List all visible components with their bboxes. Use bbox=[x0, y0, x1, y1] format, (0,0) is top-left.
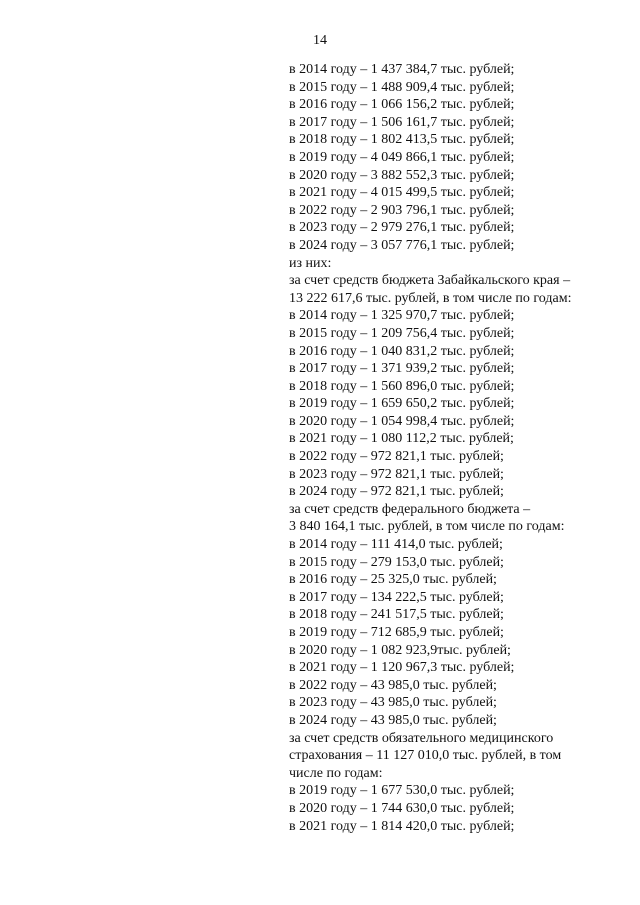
text-line: из них: bbox=[289, 255, 332, 271]
text-line: в 2017 году – 134 222,5 тыс. рублей; bbox=[289, 589, 504, 605]
text-line: в 2018 году – 1 802 413,5 тыс. рублей; bbox=[289, 132, 515, 148]
text-line: в 2022 году – 972 821,1 тыс. рублей; bbox=[289, 449, 504, 465]
text-line: числе по годам: bbox=[289, 765, 383, 781]
text-line: в 2016 году – 1 066 156,2 тыс. рублей; bbox=[289, 97, 515, 113]
text-line: в 2018 году – 1 560 896,0 тыс. рублей; bbox=[289, 378, 515, 394]
text-line: 3 840 164,1 тыс. рублей, в том числе по годам: bbox=[289, 519, 565, 535]
text-line: в 2014 году – 1 437 384,7 тыс. рублей; bbox=[289, 62, 515, 77]
text-line: в 2020 году – 1 082 923,9тыс. рублей; bbox=[289, 642, 511, 658]
text-line: в 2020 году – 1 744 630,0 тыс. рублей; bbox=[289, 800, 515, 816]
text-line: в 2017 году – 1 371 939,2 тыс. рублей; bbox=[289, 361, 515, 377]
text-line: в 2024 году – 972 821,1 тыс. рублей; bbox=[289, 484, 504, 500]
text-line: в 2021 году – 1 080 112,2 тыс. рублей; bbox=[289, 431, 514, 447]
text-line: за счет средств федерального бюджета – bbox=[289, 501, 531, 517]
text-line: за счет средств бюджета Забайкальского края – bbox=[289, 273, 571, 289]
text-line: в 2019 году – 1 677 530,0 тыс. рублей; bbox=[289, 783, 515, 799]
document-text-column bbox=[289, 61, 619, 835]
text-line: в 2023 году – 2 979 276,1 тыс. рублей; bbox=[289, 220, 515, 236]
text-line: страхования – 11 127 010,0 тыс. рублей, в том bbox=[289, 748, 562, 764]
text-line: в 2023 году – 972 821,1 тыс. рублей; bbox=[289, 466, 504, 482]
text-line: в 2015 году – 279 153,0 тыс. рублей; bbox=[289, 554, 504, 570]
text-line: в 2020 году – 3 882 552,3 тыс. рублей; bbox=[289, 167, 515, 183]
text-line: в 2015 году – 1 209 756,4 тыс. рублей; bbox=[289, 325, 515, 341]
text-line: в 2024 году – 43 985,0 тыс. рублей; bbox=[289, 712, 497, 728]
text-line: в 2022 году – 43 985,0 тыс. рублей; bbox=[289, 677, 497, 693]
text-line: в 2014 году – 1 325 970,7 тыс. рублей; bbox=[289, 308, 515, 324]
text-line: в 2019 году – 1 659 650,2 тыс. рублей; bbox=[289, 396, 515, 412]
text-line: в 2024 году – 3 057 776,1 тыс. рублей; bbox=[289, 237, 515, 253]
text-line: в 2018 году – 241 517,5 тыс. рублей; bbox=[289, 607, 504, 623]
text-line: в 2022 году – 2 903 796,1 тыс. рублей; bbox=[289, 202, 515, 218]
text-line: в 2016 году – 1 040 831,2 тыс. рублей; bbox=[289, 343, 515, 359]
text-line: в 2015 году – 1 488 909,4 тыс. рублей; bbox=[289, 79, 515, 95]
text-line: в 2019 году – 4 049 866,1 тыс. рублей; bbox=[289, 149, 515, 165]
text-line: в 2021 году – 1 814 420,0 тыс. рублей; bbox=[289, 818, 515, 834]
text-line: 13 222 617,6 тыс. рублей, в том числе по годам: bbox=[289, 290, 572, 306]
text-line: в 2021 году – 4 015 499,5 тыс. рублей; bbox=[289, 185, 515, 201]
text-line: за счет средств обязательного медицинского bbox=[289, 730, 554, 746]
text-line: в 2020 году – 1 054 998,4 тыс. рублей; bbox=[289, 413, 515, 429]
text-line: в 2014 году – 111 414,0 тыс. рублей; bbox=[289, 537, 503, 553]
text-line: в 2017 году – 1 506 161,7 тыс. рублей; bbox=[289, 114, 515, 130]
text-line: в 2016 году – 25 325,0 тыс. рублей; bbox=[289, 572, 497, 588]
text-line: в 2019 году – 712 685,9 тыс. рублей; bbox=[289, 625, 504, 640]
text-line: в 2023 году – 43 985,0 тыс. рублей; bbox=[289, 695, 497, 711]
page-number: 14 bbox=[313, 33, 327, 48]
text-line: в 2021 году – 1 120 967,3 тыс. рублей; bbox=[289, 660, 515, 676]
